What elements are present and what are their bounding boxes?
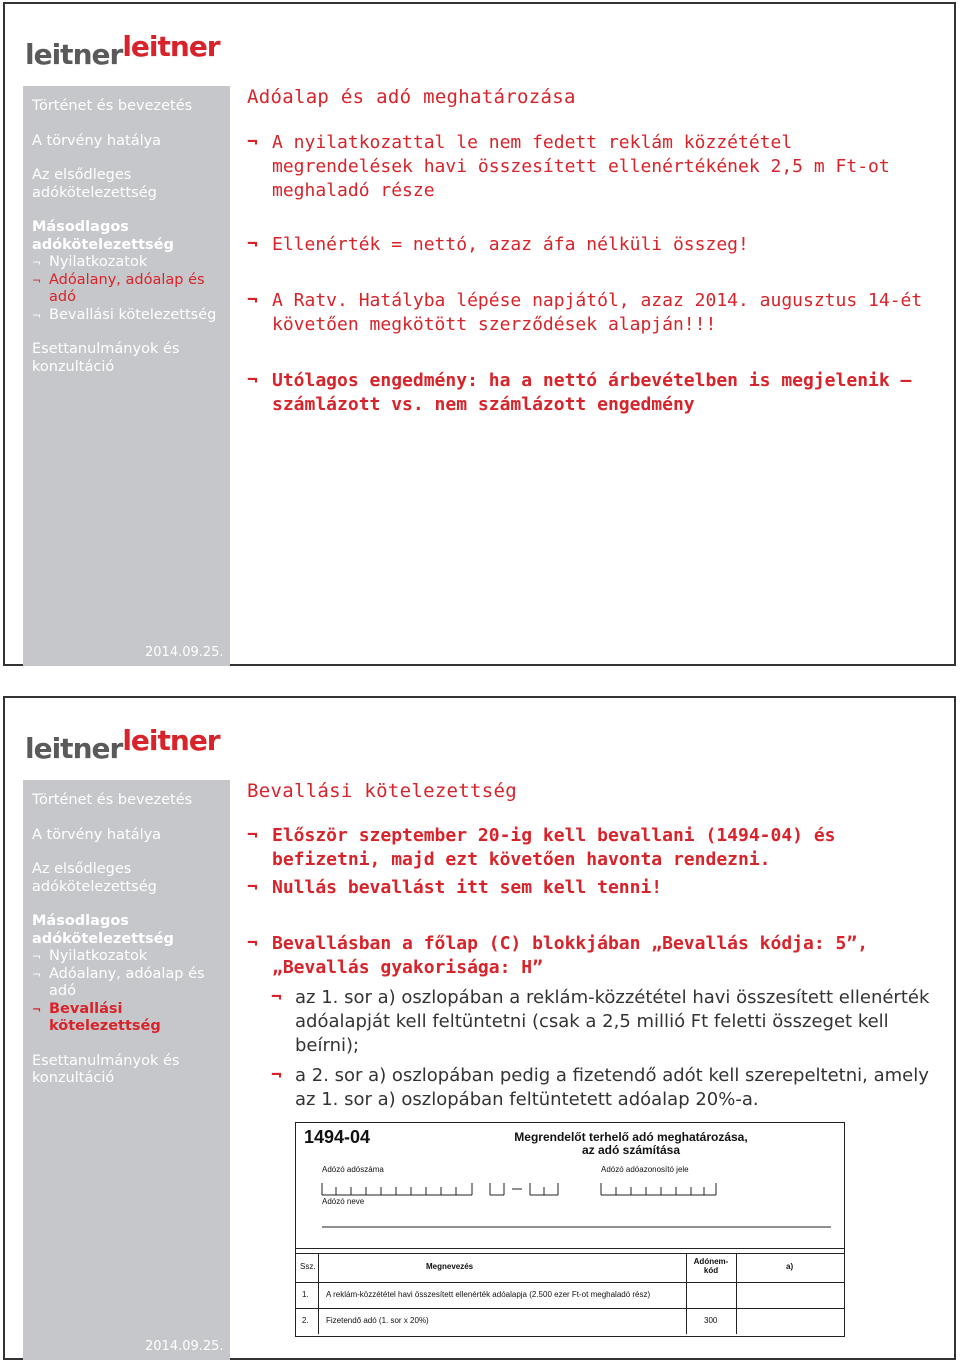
logo: leitnerleitner xyxy=(25,724,220,765)
taxid-label: Adózó adóazonosító jele xyxy=(601,1165,689,1174)
bullet: ¬ Ellenérték = nettó, azaz áfa nélküli összeg! xyxy=(247,234,749,255)
bullet: ¬ Nullás bevallást itt sem kell tenni! xyxy=(247,877,663,898)
bullet-icon: ¬ xyxy=(247,370,258,391)
sidebar-item-scope[interactable]: A törvény hatálya xyxy=(32,826,162,843)
sidebar-item-secondary[interactable]: Másodlagos adókötelezettség xyxy=(32,913,174,947)
divider xyxy=(736,1254,737,1334)
sidebar-item-primary[interactable]: Az elsődleges adókötelezettség xyxy=(32,861,157,895)
slide-1 xyxy=(3,2,956,666)
table-row: 2. Fizetendő adó (1. sor x 20%) 300 xyxy=(302,1316,718,1325)
form-table xyxy=(296,1253,844,1336)
sidebar-group-secondary xyxy=(32,219,230,324)
sidebar-item-history[interactable]: Történet és bevezetés xyxy=(32,792,193,808)
sidebar-subitem-statements[interactable]: ¬ Nyilatkozatok xyxy=(32,948,148,964)
sub-bullet: ¬ a 2. sor a) oszlopában pedig a fizetendő adót kell szerepeltetni, amely az 1. sor a) oszlopában feltüntetett adóalap 20%-a. xyxy=(271,1065,929,1110)
form-heading: Megrendelőt terhelő adó meghatározása, az adó számítása xyxy=(514,1130,748,1157)
sidebar xyxy=(23,86,230,666)
col-a: a) xyxy=(786,1262,794,1271)
bullet-icon: ¬ xyxy=(32,273,42,287)
sidebar-subitem-taxbase[interactable]: ¬ Adóalany, adóalap és adó xyxy=(32,965,205,999)
bullet-icon: ¬ xyxy=(271,987,282,1008)
bullet-icon: ¬ xyxy=(247,933,258,954)
bullet-icon: ¬ xyxy=(247,825,258,846)
sidebar-item-cases[interactable]: Esettanulmányok és konzultáció xyxy=(32,341,180,375)
bullet-icon: ¬ xyxy=(32,967,42,981)
slide-date: 2014.09.25. xyxy=(145,1339,224,1354)
divider xyxy=(318,1254,319,1334)
col-no: Ssz. xyxy=(300,1262,316,1271)
bullet-icon: ¬ xyxy=(247,132,258,153)
sidebar-item-history[interactable]: Történet és bevezetés xyxy=(32,98,193,114)
bullet-icon: ¬ xyxy=(247,877,258,898)
sidebar-subitem-taxbase[interactable]: ¬ Adóalany, adóalap és adó xyxy=(32,271,205,305)
table-row: 1. A reklám-közzététel havi összesített ellenérték adóalapja (2.500 ezer Ft-ot meghaladó rész) xyxy=(296,1282,844,1309)
slide-content xyxy=(247,131,937,417)
bullet: ¬ A nyilatkozattal le nem fedett reklám közzététel megrendelések havi összesített ellenértékének 2,5 m Ft-ot meghaladó része xyxy=(247,132,890,201)
col-code: Adónem-kód xyxy=(693,1257,729,1275)
slide-title: Bevallási kötelezettség xyxy=(247,780,517,802)
bullet-icon: ¬ xyxy=(32,950,42,963)
form-header xyxy=(296,1123,844,1249)
table-header xyxy=(296,1254,844,1283)
bullet-icon: ¬ xyxy=(247,234,258,255)
bullet: ¬ Utólagos engedmény: ha a nettó árbevételben is megjelenik – számlázott vs. nem számlázott engedmény xyxy=(247,370,912,415)
sidebar-item-cases[interactable]: Esettanulmányok és konzultáció xyxy=(32,1052,180,1086)
bullet-icon: ¬ xyxy=(32,1002,42,1016)
slide-title: Adóalap és adó meghatározása xyxy=(247,86,576,108)
sidebar-item-secondary[interactable]: Másodlagos adókötelezettség xyxy=(32,219,174,253)
col-name: Megnevezés xyxy=(426,1262,474,1271)
bullet-icon: ¬ xyxy=(271,1065,282,1086)
taxnum-label: Adózó adószáma xyxy=(322,1165,384,1174)
bullet: ¬ Először szeptember 20-ig kell bevallani (1494-04) és befizetni, majd ezt követően havonta rendezni. xyxy=(247,825,836,870)
sidebar-group-secondary xyxy=(32,913,230,1036)
logo: leitnerleitner xyxy=(25,30,220,71)
name-label: Adózó neve xyxy=(322,1197,365,1206)
form-boxes xyxy=(296,1123,844,1233)
bullet-icon: ¬ xyxy=(247,290,258,311)
form-1494-04 xyxy=(295,1122,845,1337)
sidebar-subitem-filing[interactable]: ¬ Bevallási kötelezettség xyxy=(32,1000,161,1034)
bullet-icon: ¬ xyxy=(32,256,42,269)
sidebar-subitem-statements[interactable]: ¬ Nyilatkozatok xyxy=(32,254,148,270)
slide-date: 2014.09.25. xyxy=(145,645,224,660)
bullet: ¬ A Ratv. Hatályba lépése napjától, azaz 2014. augusztus 14-ét követően megkötött szerződések alapján!!! xyxy=(247,290,923,335)
slide-content xyxy=(247,824,937,1112)
bullet: ¬ Bevallásban a főlap (C) blokkjában „Bevallás kódja: 5”, „Bevallás gyakorisága: H” xyxy=(247,933,869,978)
sidebar-item-primary[interactable]: Az elsődleges adókötelezettség xyxy=(32,167,157,201)
bullet-icon: ¬ xyxy=(32,308,42,322)
form-code: 1494-04 xyxy=(304,1127,371,1147)
sidebar-subitem-filing[interactable]: ¬ Bevallási kötelezettség xyxy=(32,306,217,323)
sidebar-item-scope[interactable]: A törvény hatálya xyxy=(32,132,162,149)
sidebar xyxy=(23,780,230,1360)
divider xyxy=(686,1254,687,1334)
sub-bullet: ¬ az 1. sor a) oszlopában a reklám-közzététel havi összesített ellenérték adóalapját kell feltüntetni (csak a 2,5 millió Ft feletti összeget kell beírni); xyxy=(271,987,930,1056)
